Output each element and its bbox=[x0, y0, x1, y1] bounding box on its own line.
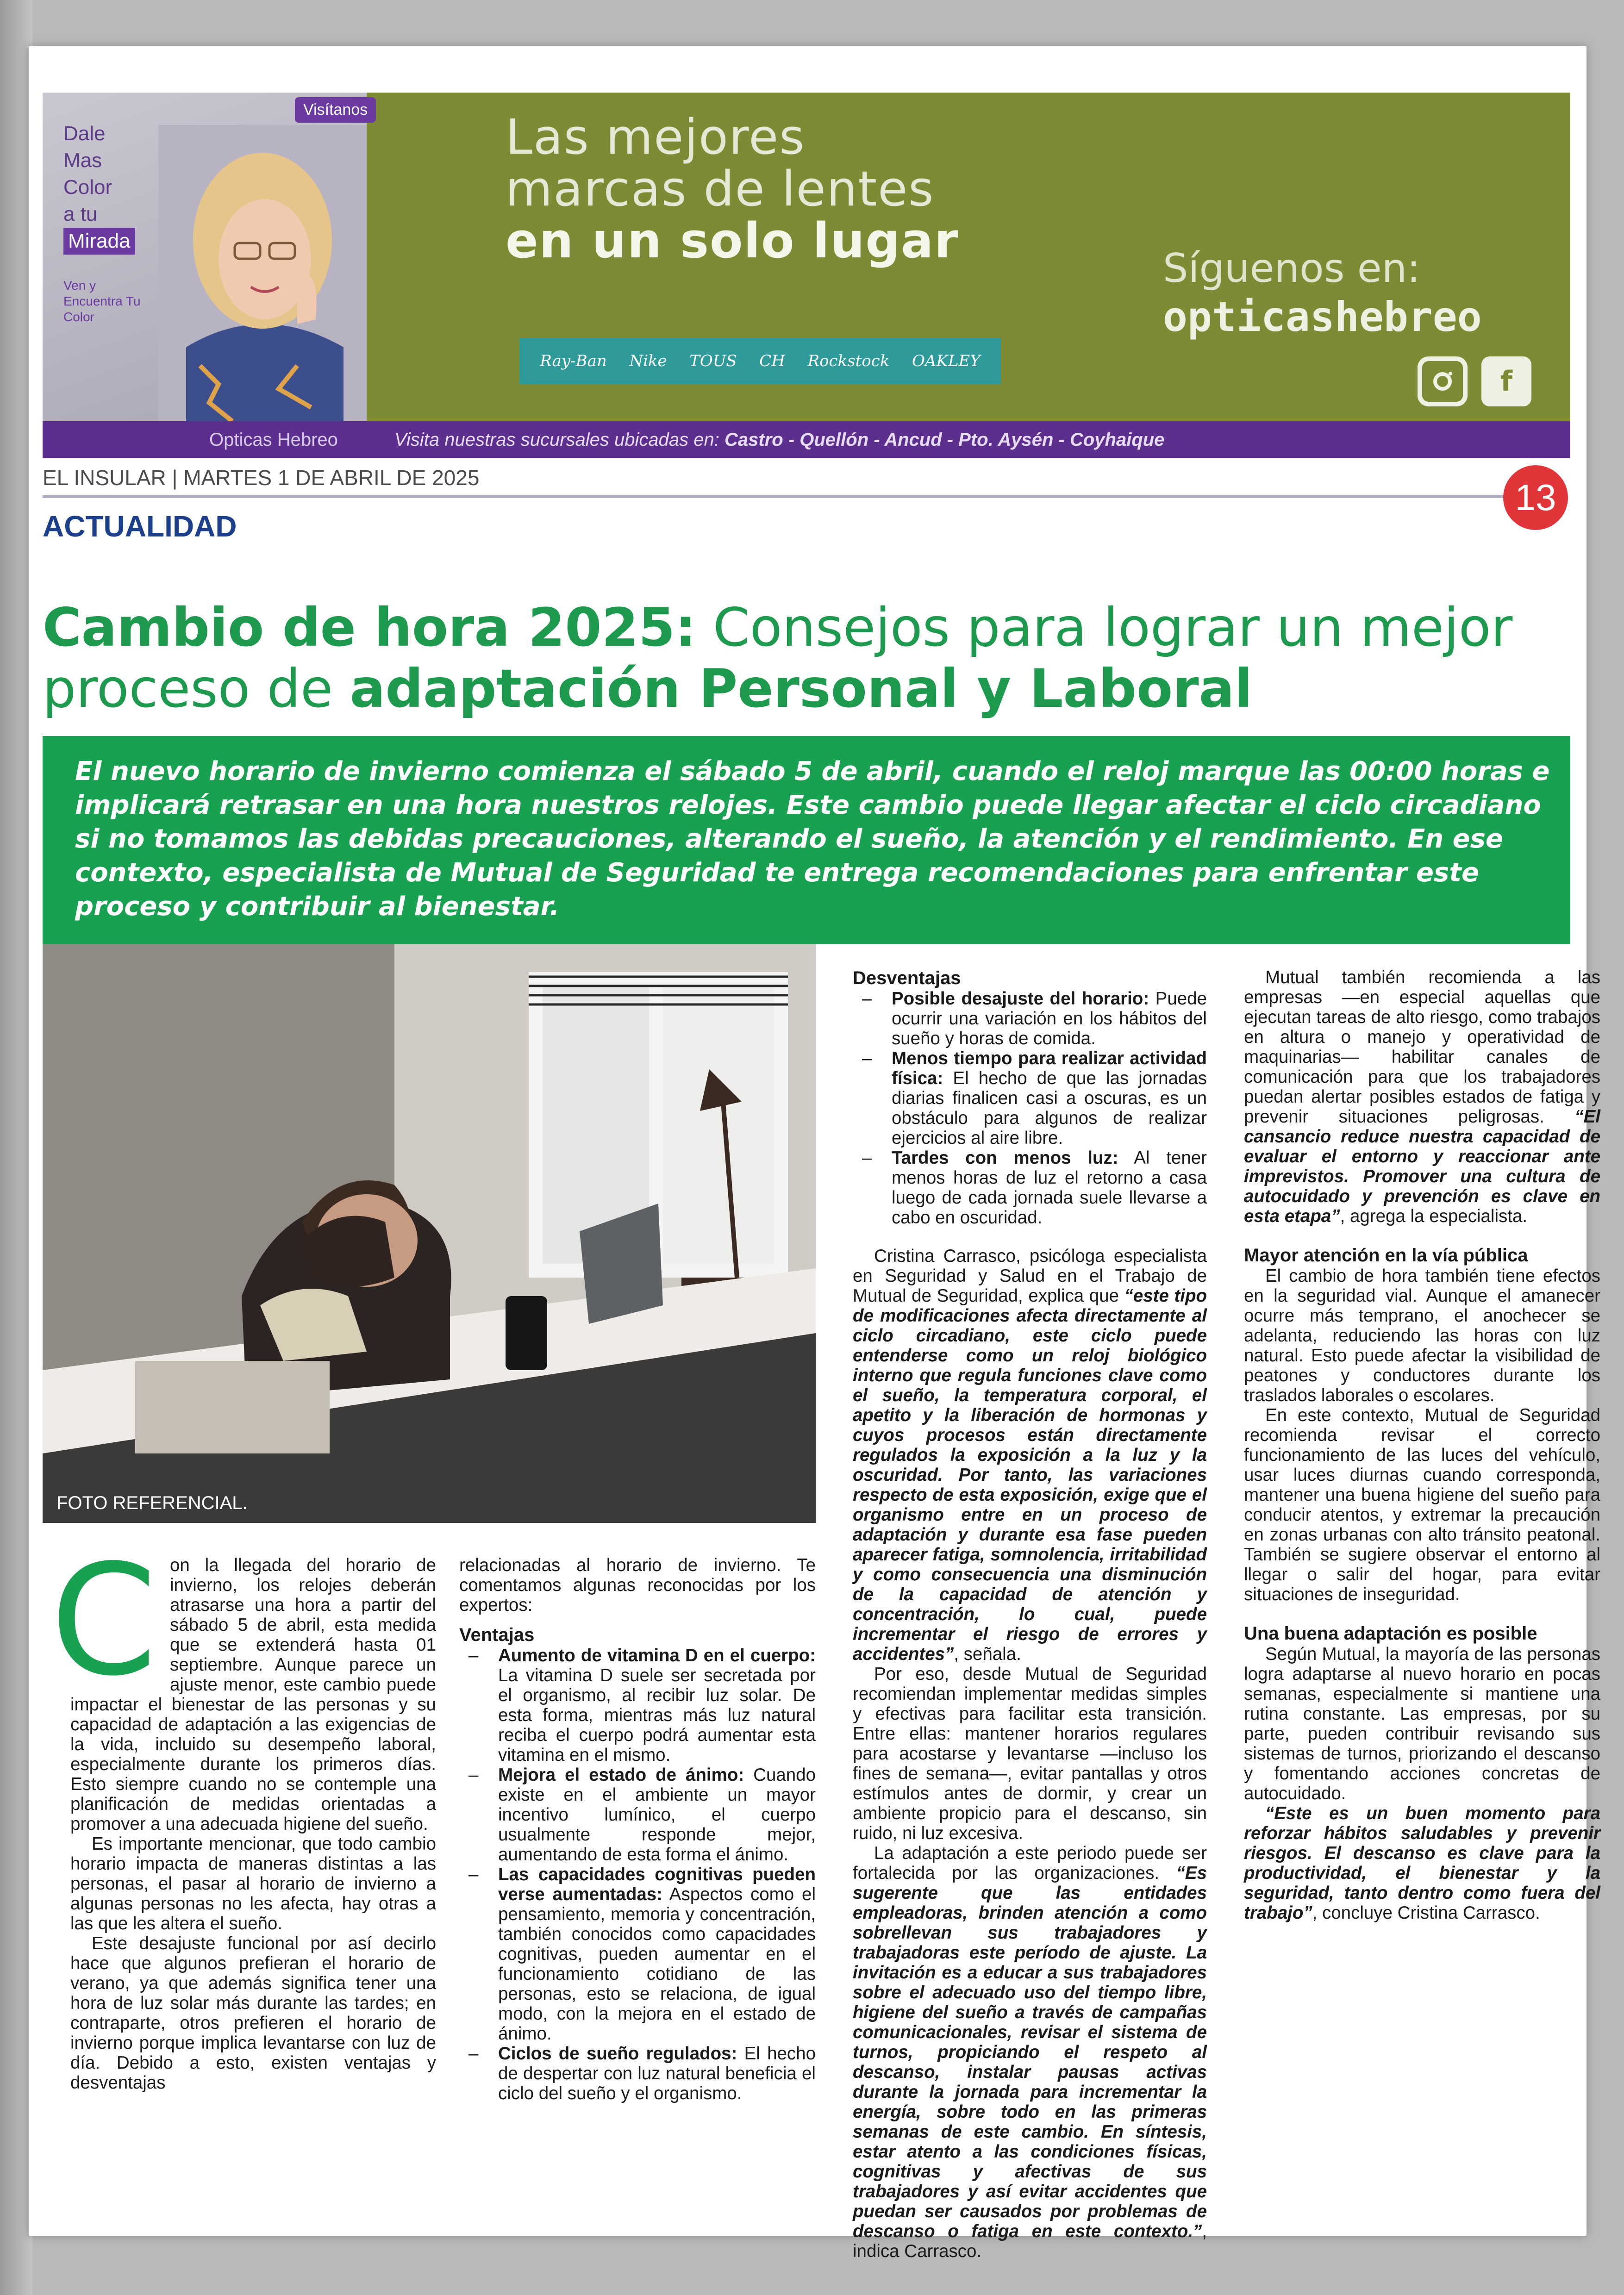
paragraph: on la llegada del horario de invierno, los relojes deberán atrasarse una hora a partir del sábado 5 de abril, esta medida que se extenderá hasta 01 septiembre. Aunque parece un ajuste menor, este cambio puede impactar el bienestar de las personas y su capacidad de adaptación a las exigencias de la vida, incluido su desempeño laboral, especialmente durante los primeros días. Esto siempre cuando no se contemple una planificación de medidas orientadas a promover a una adecuada higiene del sueño. bbox=[70, 1555, 436, 1834]
ad-follow-handle[interactable]: opticashebreo bbox=[1163, 293, 1482, 341]
paragraph: El cambio de hora también tiene efectos en la seguridad vial. Aunque el amanecer ocurre más temprano, el anochecer se adelanta, reduciendo las horas con luz natural. Esto puede afectar la visibilidad de peatones y conductores durante los traslados laborales o escolares. bbox=[1244, 1266, 1600, 1405]
title-regular: Consejos para lograr un mejor proceso de bbox=[43, 597, 1513, 719]
section-label: ACTUALIDAD bbox=[43, 510, 237, 543]
svg-text:C: C bbox=[50, 1555, 157, 1685]
header-rule bbox=[43, 495, 1529, 498]
paragraph: relacionadas al horario de invierno. Te comentamos algunas reconocidas por los expertos: bbox=[459, 1555, 816, 1615]
ad-headline-line: marcas de lentes bbox=[506, 161, 935, 217]
article-title bbox=[43, 597, 1570, 719]
dateline: EL INSULAR | MARTES 1 DE ABRIL DE 2025 bbox=[43, 466, 480, 490]
ad-tagline-line: Mirada bbox=[63, 228, 135, 255]
list-item: – Tardes con menos luz: Al tener menos horas de luz el retorno a casa luego de cada jornada suele llevarse a cabo en oscuridad. bbox=[853, 1148, 1207, 1228]
ad-follow bbox=[1163, 245, 1543, 343]
ad-model-photo bbox=[158, 125, 367, 426]
newspaper-page bbox=[29, 46, 1600, 2261]
list-item: – Menos tiempo para realizar actividad física: El hecho de que las jornadas diarias finalicen casi a oscuras, es un obstáculo para algunos de realizar ejercicios al aire libre. bbox=[853, 1048, 1207, 1148]
ad-left-panel bbox=[43, 93, 367, 426]
ad-footer-bar bbox=[43, 421, 1570, 458]
ad-visit-badge[interactable]: Visítanos bbox=[295, 97, 376, 123]
scan-edge bbox=[0, 0, 32, 2295]
subheading-adaptacion: Una buena adaptación es posible bbox=[1244, 1623, 1537, 1644]
ad-headline-line: en un solo lugar bbox=[506, 212, 959, 269]
subheading-via-publica: Mayor atención en la vía pública bbox=[1244, 1245, 1528, 1266]
page-number-badge: 13 bbox=[1503, 465, 1568, 530]
paragraph: En este contexto, Mutual de Seguridad recomienda revisar el correcto funcionamiento de las luces del vehículo, usar luces diurnas cuando corresponda, mantener una buena higiene del sueño para conducir atentos, y extremar la precaución en zonas urbanas con alto tránsito peatonal. También se sugiere observar el entorno al llegar o salir del hogar, para evitar situaciones de inseguridad. bbox=[1244, 1405, 1600, 1604]
article-column-3 bbox=[853, 967, 1207, 2261]
drop-cap bbox=[43, 1555, 165, 1685]
list-item: – Las capacidades cognitivas pueden verse aumentadas: Aspectos como el pensamiento, memoria y concentración, también conocidos como capacidades cognitivas, pueden aumentar en el funcionamiento cotidiano de las personas, esto se relaciona, de igual modo, con la mejora en el estado de ánimo. bbox=[459, 1865, 816, 2044]
list-item: – Ciclos de sueño regulados: El hecho de despertar con luz natural beneficia el ciclo del sueño y el organismo. bbox=[459, 2044, 816, 2103]
facebook-icon[interactable]: f bbox=[1481, 356, 1531, 406]
instagram-icon[interactable] bbox=[1418, 356, 1468, 406]
optics-advertisement[interactable] bbox=[43, 93, 1570, 458]
title-bold: Cambio de hora 2025: bbox=[43, 597, 696, 658]
ad-tagline-line: a tu bbox=[63, 203, 98, 225]
brand-logo: Ray-Ban bbox=[540, 352, 607, 370]
list-item: – Aumento de vitamina D en el cuerpo: La vitamina D suele ser secretada por el organismo, al recibir luz solar. De esta forma, mientras más luz natural reciba el cuerpo podrá aumentar esta vitamina en el mismo. bbox=[459, 1646, 816, 1765]
brand-logo: Nike bbox=[629, 352, 667, 370]
subheading-desventajas: Desventajas bbox=[853, 968, 961, 988]
ventajas-list bbox=[459, 1646, 816, 2103]
article-column-2 bbox=[459, 1555, 816, 2103]
brand-logo: CH bbox=[759, 352, 785, 370]
ad-follow-label: Síguenos en: bbox=[1163, 245, 1421, 292]
ad-branches-list: Castro - Quellón - Ancud - Pto. Aysén - Coyhaique bbox=[725, 429, 1165, 450]
paragraph: La adaptación a este periodo puede ser fortalecida por las organizaciones. “Es sugerente que las entidades empleadoras, brinden atención a como sobrellevan sus trabajadores y trabajadoras este período de ajuste. La invitación es a educar a sus trabajadores sobre el adecuado uso del tiempo libre, higiene del sueño a través de campañas comunicacionales, revisar el sistema de turnos, propiciando el respeto al descanso, instalar pausas activas durante la jornada para incrementar la energía, sobre todo en las primeras semanas de este cambio. En síntesis, estar atento a las condiciones físicas, cognitivas y afectivas de sus trabajadores y así evitar accidentes que puedan ser causados por problemas de descanso o fatiga en este contexto.”, indica Carrasco. bbox=[853, 1843, 1207, 2261]
ad-headline-line: Las mejores bbox=[506, 109, 806, 165]
paragraph: Por eso, desde Mutual de Seguridad recomiendan implementar medidas simples y efectivas para facilitar esta transición. Entre ellas: mantener horarios regulares para acostarse y levantarse —incluso los fines de semana—, evitar pantallas y otros estímulos antes de dormir, y crear un ambiente propicio para el descanso, sin ruido, ni luz excesiva. bbox=[853, 1664, 1207, 1843]
list-item: – Posible desajuste del horario: Puede ocurrir una variación en los hábitos del sueño y horas de comida. bbox=[853, 989, 1207, 1048]
brand-logo: Rockstock bbox=[807, 352, 890, 370]
ad-branches bbox=[394, 430, 1164, 450]
paragraph: Según Mutual, la mayoría de las personas logra adaptarse al nuevo horario en pocas semanas, especialmente si mantiene una rutina constante. Las empresas, por su parte, pueden contribuir revisando sus sistemas de turnos, priorizando el descanso y fomentando acciones concretas de autocuidado. bbox=[1244, 1644, 1600, 1803]
subheading-ventajas: Ventajas bbox=[459, 1625, 535, 1645]
stressed-woman-photo bbox=[43, 944, 816, 1523]
desventajas-list bbox=[853, 989, 1207, 1228]
ad-social-icons bbox=[1418, 356, 1531, 406]
paragraph: Es importante mencionar, que todo cambio horario impacta de maneras distintas a las personas, el pasar al horario de invierno a algunas personas no les afecta, hay otras a las que les altera el sueño. bbox=[70, 1834, 436, 1933]
title-bold-2: adaptación Personal y Laboral bbox=[350, 658, 1253, 719]
article-column-1 bbox=[50, 1555, 436, 2093]
paragraph: Mutual también recomienda a las empresas —en especial aquellas que ejecutan tareas de alto riesgo, como trabajos en altura o manejo y operatividad de maquinarias— habilitar canales de comunicación para que los trabajadores puedan alertar posibles estados de fatiga y prevenir situaciones peligrosas. “El cansancio reduce nuestra capacidad de evaluar el entorno y reaccionar ante imprevistos. Promover una cultura de autocuidado y prevención es clave en esta etapa”, agrega la especialista. bbox=[1244, 967, 1600, 1226]
paragraph: “Este es un buen momento para reforzar hábitos saludables y prevenir riesgos. El descanso es clave para la productividad, el bienestar y la seguridad, tanto dentro como fuera del trabajo”, concluye Cristina Carrasco. bbox=[1244, 1803, 1600, 1923]
ad-brand-strip bbox=[519, 338, 1001, 384]
photo-caption: FOTO REFERENCIAL. bbox=[56, 1493, 248, 1513]
paragraph: Este desajuste funcional por así decirlo hace que algunos prefieran el horario de verano, ya que además significa tener una hora de luz solar más durante las tardes; en contraparte, otros prefieren el horario de invierno porque implica levantarse con luz de día. Debido a esto, existen ventajas y desventajas bbox=[70, 1933, 436, 2093]
ad-tagline bbox=[63, 120, 151, 255]
article-photo bbox=[43, 944, 816, 1523]
ad-logo: Opticas Hebreo bbox=[209, 429, 338, 450]
ad-branches-label: Visita nuestras sucursales ubicadas en: bbox=[394, 429, 719, 450]
brand-logo: TOUS bbox=[689, 352, 737, 370]
brand-logo: OAKLEY bbox=[912, 352, 981, 370]
ad-tagline-line: Dale bbox=[63, 122, 106, 145]
paragraph: Cristina Carrasco, psicóloga especialista en Seguridad y Salud en el Trabajo de Mutual de Seguridad, explica que “este tipo de modificaciones afecta directamente al ciclo circadiano, este ciclo puede entenderse como un reloj biológico interno que regula funciones clave como el sueño, la temperatura corporal, el apetito y la liberación de hormonas y cuyos procesos están directamente regulados la exposición a la luz y la oscuridad. Por tanto, las variaciones respecto de esta exposición, exige que el organismo entre en un proceso de adaptación y durante esa fase pueden aparecer fatiga, somnolencia, irritabilidad y como consecuencia una disminución de la capacidad de atención y concentración, lo cual, puede incrementar el riesgo de errores y accidentes”, señala. bbox=[853, 1246, 1207, 1664]
article-lead: El nuevo horario de invierno comienza el sábado 5 de abril, cuando el reloj marque las 00:00 horas e implicará retrasar en una hora nuestros relojes. Este cambio puede llegar afectar el ciclo circadiano si no tomamos las debidas precauciones, alterando el sueño, la atención y el rendimiento. En ese contexto, especialista de Mutual de Seguridad te entrega recomendaciones para enfrentar este proceso y contribuir al bienestar. bbox=[43, 736, 1570, 944]
list-item: – Mejora el estado de ánimo: Cuando existe en el ambiente un mayor incentivo lumínico, el cuerpo usualmente responde mejor, aumentando de esta forma el ánimo. bbox=[459, 1765, 816, 1865]
article-column-4 bbox=[1244, 967, 1600, 1923]
ad-tagline-line: Mas bbox=[63, 149, 102, 172]
ad-tagline-line: Color bbox=[63, 176, 112, 199]
ad-subtagline: Ven y Encuentra Tu Color bbox=[63, 278, 141, 324]
ad-headline bbox=[506, 111, 1061, 267]
